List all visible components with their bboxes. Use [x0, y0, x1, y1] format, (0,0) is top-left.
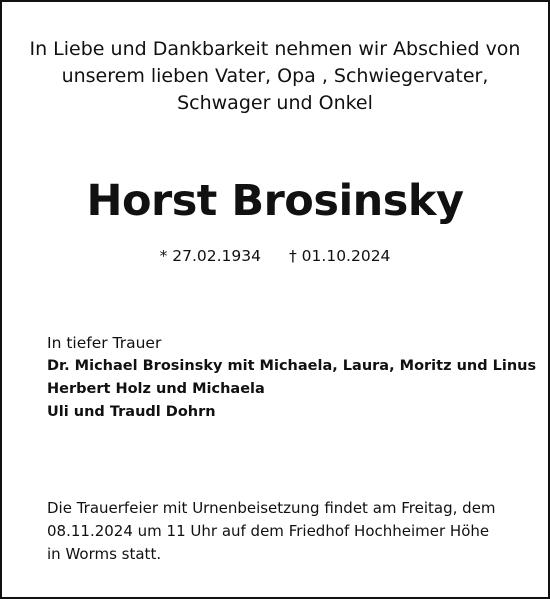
intro-line: unserem lieben Vater, Opa , Schwiegervater,: [61, 65, 489, 87]
mourners-list: [47, 355, 537, 424]
birth-date: * 27.02.1934: [159, 247, 261, 265]
deceased-name: Horst Brosinsky: [86, 176, 464, 226]
mourning-heading: In tiefer Trauer: [47, 334, 162, 352]
funeral-line: Die Trauerfeier mit Urnenbeisetzung findet am Freitag, dem: [47, 499, 496, 517]
intro-text: [22, 36, 528, 117]
funeral-line: 08.11.2024 um 11 Uhr auf dem Friedhof Hochheimer Höhe: [47, 522, 490, 540]
funeral-notice: [47, 497, 512, 566]
death-date: † 01.10.2024: [289, 247, 391, 265]
mourner-line: Uli und Traudl Dohrn: [47, 404, 216, 420]
mourning-section: [47, 332, 537, 424]
intro-line: Schwager und Onkel: [177, 92, 373, 114]
intro-line: In Liebe und Dankbarkeit nehmen wir Abschied von: [29, 38, 521, 60]
life-dates: [2, 246, 548, 266]
funeral-line: in Worms statt.: [47, 545, 162, 563]
mourner-line: Dr. Michael Brosinsky mit Michaela, Laura, Moritz und Linus: [47, 358, 537, 374]
mourner-line: Herbert Holz und Michaela: [47, 381, 265, 397]
